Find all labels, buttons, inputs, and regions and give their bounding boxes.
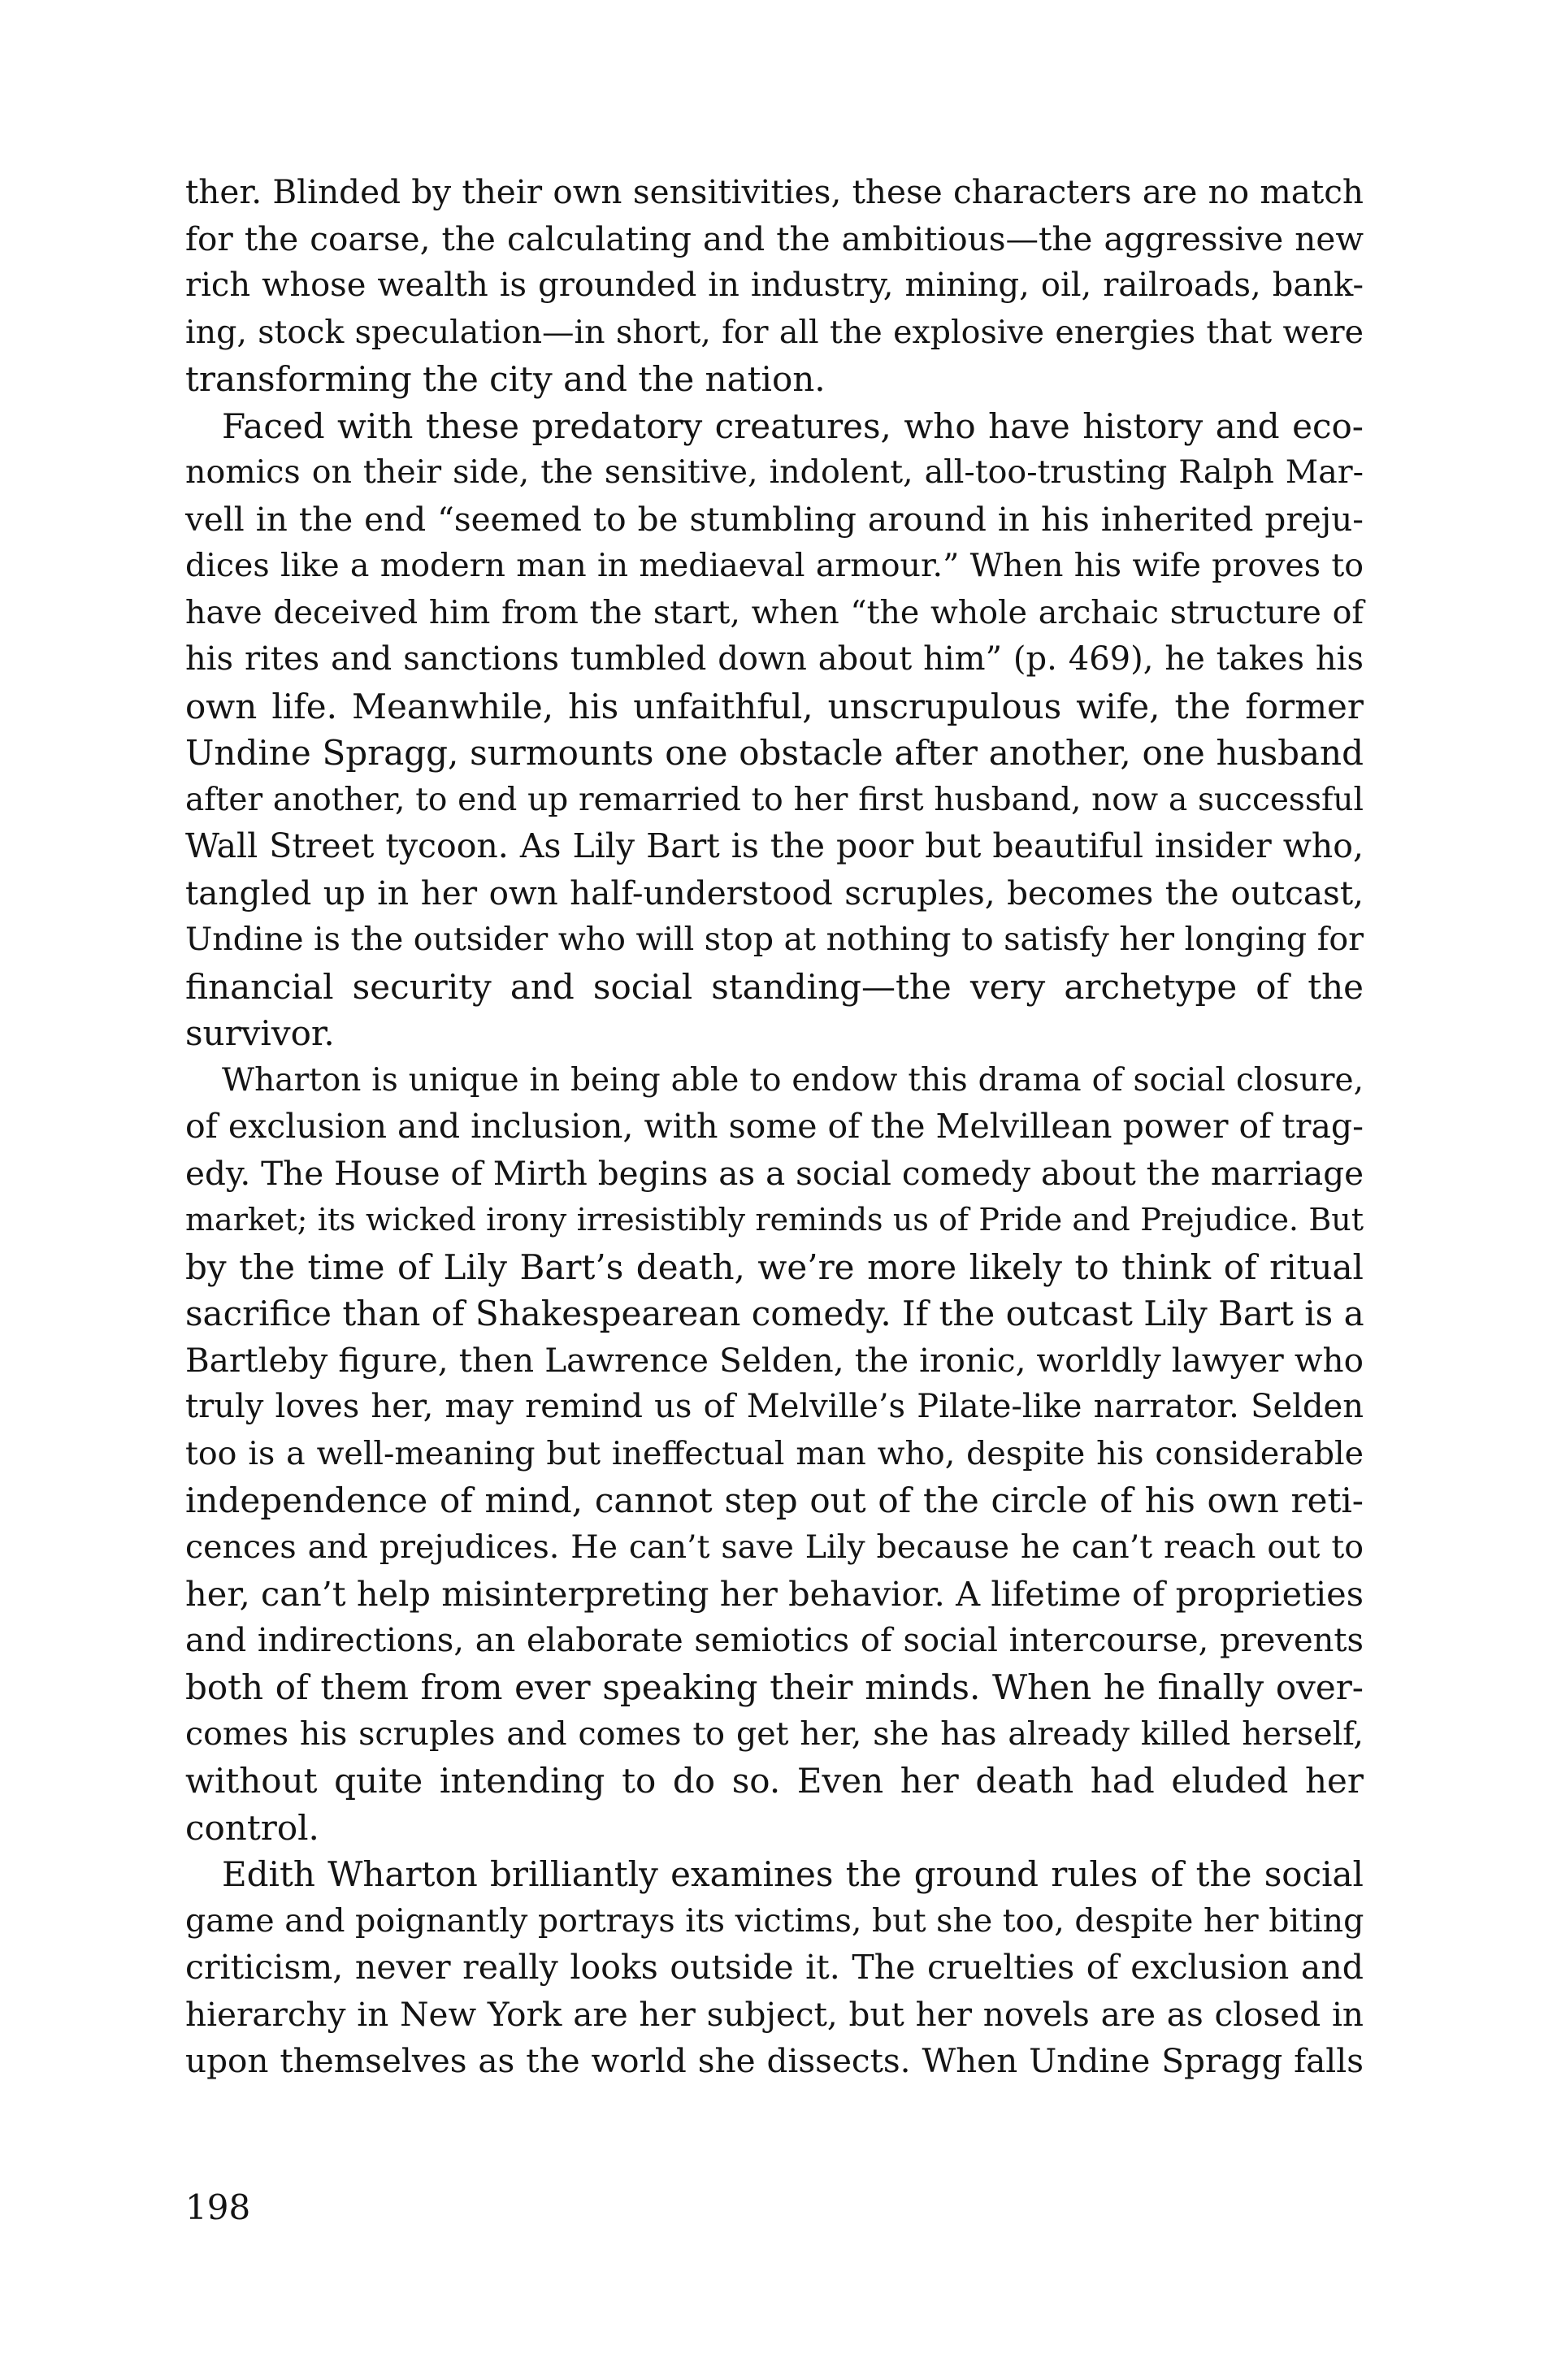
text-line: and indirections, an elaborate semiotics of social intercourse, prevents	[185, 1621, 1364, 1659]
text-line: truly loves her, may remind us of Melville’s Pilate-like narrator. Selden	[185, 1388, 1364, 1425]
text-line: comes his scruples and comes to get her, she has already killed herself,	[185, 1715, 1364, 1753]
text-line: vell in the end “seemed to be stumbling around in his inherited preju-	[185, 499, 1364, 539]
text-line: transforming the city and the nation.	[185, 359, 826, 399]
text-line: Bartleby figure, then Lawrence Selden, the ironic, worldly lawyer who	[185, 1340, 1364, 1380]
text-line: without quite intending to do so. Even her death had eluded her	[185, 1761, 1364, 1801]
text-line: financial security and social standing—the very archetype of the	[185, 966, 1364, 1007]
text-line: survivor.	[185, 1013, 335, 1053]
body-text	[185, 169, 1364, 2085]
text-line: for the coarse, the calculating and the ambitious—the aggressive new	[185, 219, 1364, 258]
text-line: sacrifice than of Shakespearean comedy. If the outcast Lily Bart is a	[185, 1294, 1364, 1333]
text-line: tangled up in her own half-understood scruples, becomes the outcast,	[185, 873, 1364, 913]
text-line: upon themselves as the world she dissects. When Undine Spragg falls	[185, 2041, 1364, 2080]
text-line: ther. Blinded by their own sensitivities, these characters are no match	[185, 172, 1364, 211]
text-line: game and poignantly portrays its victims, but she too, despite her biting	[185, 1901, 1364, 1940]
text-line: her, can’t help misinterpreting her behavior. A lifetime of proprieties	[185, 1574, 1364, 1614]
text-line: edy. The House of Mirth begins as a social comedy about the marriage	[185, 1153, 1364, 1193]
text-line: Edith Wharton brilliantly examines the ground rules of the social	[222, 1854, 1364, 1894]
text-line: own life. Meanwhile, his unfaithful, unscrupulous wife, the former	[185, 686, 1364, 726]
text-line: criticism, never really looks outside it. The cruelties of exclusion and	[185, 1948, 1364, 1987]
text-line: ing, stock speculation—in short, for all the explosive energies that were	[185, 313, 1364, 351]
text-line: Undine is the outsider who will stop at nothing to satisfy her longing for	[185, 921, 1364, 958]
text-line: Faced with these predatory creatures, who have history and eco-	[222, 405, 1364, 446]
text-line: control.	[185, 1807, 319, 1848]
text-line: nomics on their side, the sensitive, indolent, all-too-trusting Ralph Mar-	[185, 453, 1364, 491]
text-line: Wall Street tycoon. As Lily Bart is the poor but beautiful insider who,	[185, 826, 1364, 865]
text-line: after another, to end up remarried to her first husband, now a successful	[185, 781, 1364, 818]
text-line: market; its wicked irony irresistibly reminds us of Pride and Prejudice. But	[185, 1202, 1364, 1238]
text-line: Undine Spragg, surmounts one obstacle after another, one husband	[185, 733, 1364, 773]
text-line: Wharton is unique in being able to endow this drama of social closure,	[222, 1061, 1364, 1099]
text-line: rich whose wealth is grounded in industry, mining, oil, railroads, bank-	[185, 267, 1364, 304]
text-line: too is a well-meaning but ineffectual man who, despite his considerable	[185, 1434, 1364, 1472]
text-line: his rites and sanctions tumbled down about him” (p. 469), he takes his	[185, 640, 1364, 678]
text-line: of exclusion and inclusion, with some of the Melvillean power of trag-	[185, 1107, 1364, 1146]
text-line: have deceived him from the start, when “the whole archaic structure of	[185, 593, 1364, 631]
text-line: hierarchy in New York are her subject, but her novels are as closed in	[185, 1994, 1364, 2034]
text-line: both of them from ever speaking their minds. When he finally over-	[185, 1667, 1364, 1707]
text-line: independence of mind, cannot step out of the circle of his own reti-	[185, 1480, 1364, 1520]
page-number: 198	[185, 2187, 251, 2227]
text-line: cences and prejudices. He can’t save Lily because he can’t reach out to	[185, 1528, 1364, 1566]
text-line: by the time of Lily Bart’s death, we’re more likely to think of ritual	[185, 1246, 1364, 1287]
text-line: dices like a modern man in mediaeval armour.” When his wife proves to	[185, 547, 1364, 584]
